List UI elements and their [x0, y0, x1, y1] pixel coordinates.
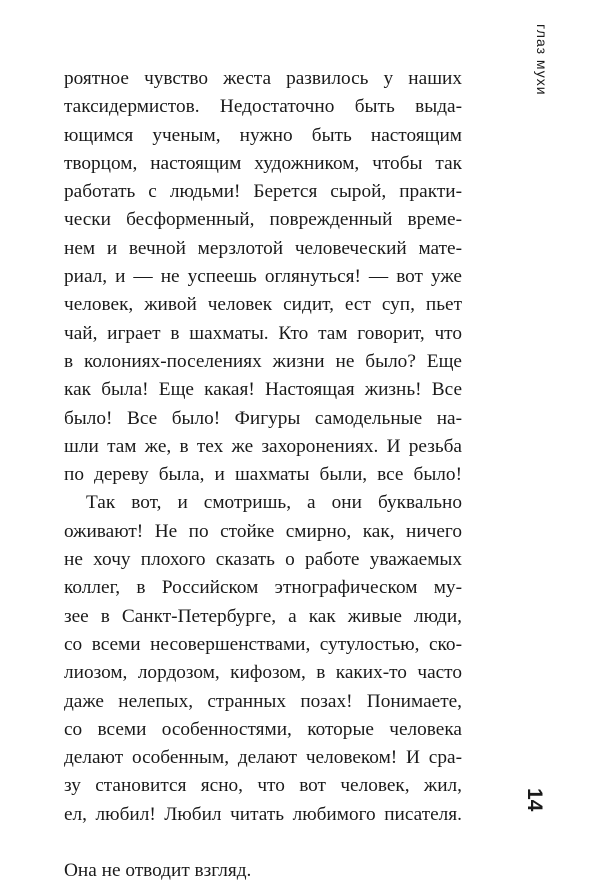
text-line: нем и вечной мерзлотой человеческий мате-: [64, 237, 462, 259]
paragraph-3: [64, 857, 462, 885]
text-line: человек, живой человек сидит, ест суп, пьет: [64, 294, 462, 316]
text-line: коллег, в Российском этнографическом му-: [64, 577, 462, 599]
text-line: зее в Санкт-Петербурге, а как живые люди,: [64, 605, 462, 627]
text-line: со всеми несовершенствами, сутулостью, ско-: [64, 633, 462, 655]
text-line: оживают! Не по стойке смирно, как, ничего: [64, 520, 462, 542]
text-line: было! Все было! Фигуры самодельные на-: [64, 407, 462, 429]
text-line: Так вот, и смотришь, а они буквально: [86, 492, 462, 514]
paragraph-gap: [64, 829, 462, 857]
running-head: [530, 24, 554, 124]
text-line: зу становится ясно, что вот человек, жил,: [64, 775, 462, 797]
text-line: риал, и — не успеешь оглянуться! — вот уже: [64, 266, 462, 288]
body-text: [64, 65, 462, 886]
text-line: ющимся ученым, нужно быть настоящим: [64, 124, 462, 146]
text-line: работать с людьми! Берется сырой, практи-: [64, 181, 462, 203]
text-line: делают особенным, делают человеком! И сра-: [64, 747, 462, 769]
text-line: как была! Еще какая! Настоящая жизнь! Все: [64, 379, 462, 401]
page-number: [522, 788, 552, 818]
text-line: даже нелепых, странных позах! Понимаете,: [64, 690, 462, 712]
text-line: шли там же, в тех же захоронениях. И резьба: [64, 435, 462, 457]
running-head-text: глаз мухи: [534, 24, 550, 96]
text-line: творцом, настоящим художником, чтобы так: [64, 152, 462, 174]
text-line: чай, играет в шахматы. Кто там говорит, что: [64, 322, 462, 344]
text-line: Она не отводит взгляд.: [64, 860, 252, 882]
text-line: не хочу плохого сказать о работе уважаемых: [64, 549, 462, 571]
text-line: по дереву была, и шахматы были, все было!: [64, 464, 462, 486]
text-line: в колониях-поселениях жизни не было? Еще: [64, 350, 462, 372]
text-line: со всеми особенностями, которые человека: [64, 718, 462, 740]
text-line: таксидермистов. Недостаточно быть выда-: [64, 96, 462, 118]
text-line: роятное чувство жеста развилось у наших: [64, 68, 462, 89]
text-line: лиозом, лордозом, кифозом, в каких-то часто: [64, 662, 462, 684]
text-line: чески бесформенный, поврежденный време-: [64, 209, 462, 231]
paragraph-1: [64, 65, 462, 489]
text-line: ел, любил! Любил читать любимого писателя.: [64, 803, 462, 825]
paragraph-2: [64, 489, 462, 829]
page-number-text: 14: [523, 788, 546, 812]
